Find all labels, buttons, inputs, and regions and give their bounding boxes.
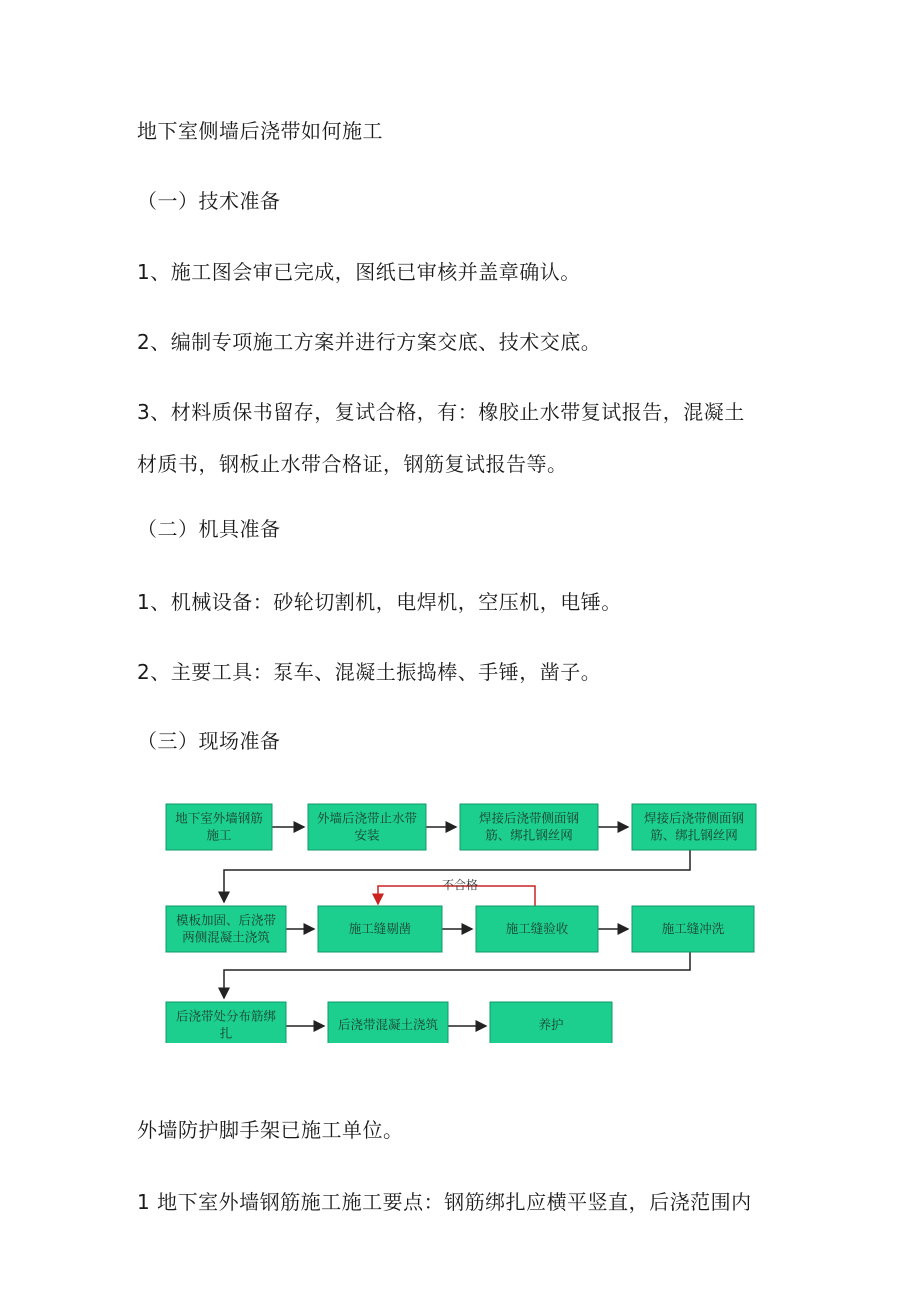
flow-box-label: 筋、绑扎钢丝网 xyxy=(485,827,573,843)
section-heading-tools: （二）机具准备 xyxy=(137,517,281,541)
flow-step-1-2 xyxy=(308,804,426,850)
flow-box-label: 筋、绑扎钢丝网 xyxy=(650,827,738,843)
flow-step-3-3 xyxy=(490,1002,612,1043)
flow-box-label: 模板加固、后浇带 xyxy=(175,912,277,928)
flow-step-2-4 xyxy=(632,906,754,952)
flow-arrow xyxy=(224,952,690,998)
flow-step-3-2 xyxy=(328,1002,448,1043)
list-item-continuation: 材质书，钢板止水带合格证，钢筋复试报告等。 xyxy=(137,452,568,476)
flow-box-label: 地下室外墙钢筋 xyxy=(175,810,263,826)
flow-box-label: 扎 xyxy=(219,1025,233,1041)
section-heading-site: （三）现场准备 xyxy=(137,729,281,753)
flow-box-label: 施工 xyxy=(206,827,232,843)
list-item: 2、主要工具：泵车、混凝土振捣棒、手锤，凿子。 xyxy=(137,660,602,684)
fail-label: 不合格 xyxy=(441,878,479,892)
flow-step-1-1 xyxy=(166,804,272,850)
flow-box-label: 后浇带混凝土浇筑 xyxy=(337,1017,439,1032)
doc-title: 地下室侧墙后浇带如何施工 xyxy=(137,119,383,143)
flow-box-label: 两侧混凝土浇筑 xyxy=(182,929,270,945)
paragraph: 1 地下室外墙钢筋施工施工要点：钢筋绑扎应横平竖直，后浇范围内 xyxy=(137,1190,752,1214)
flow-step-2-1 xyxy=(166,906,286,952)
flow-box-label: 施工缝验收 xyxy=(505,921,569,936)
flow-box-label: 施工缝剔凿 xyxy=(348,921,412,936)
list-item: 1、施工图会审已完成，图纸已审核并盖章确认。 xyxy=(137,260,581,284)
flow-connectors xyxy=(224,827,690,1026)
list-item: 1、机械设备：砂轮切割机，电焊机，空压机，电锤。 xyxy=(137,590,622,614)
flow-step-2-3 xyxy=(476,906,598,952)
flow-step-1-3 xyxy=(460,804,598,850)
flow-box-label: 养护 xyxy=(538,1017,564,1032)
flow-step-3-1 xyxy=(166,1002,286,1043)
flow-box-label: 外墙后浇带止水带 xyxy=(316,810,418,826)
flow-box-label: 后浇带处分布筋绑 xyxy=(175,1008,277,1024)
flow-step-1-4 xyxy=(632,804,756,850)
flow-step-2-2 xyxy=(318,906,442,952)
list-item: 3、材料质保书留存，复试合格，有：橡胶止水带复试报告，混凝土 xyxy=(137,400,745,424)
flow-arrow xyxy=(224,850,690,902)
flow-box-label: 施工缝冲洗 xyxy=(661,921,725,936)
paragraph: 外墙防护脚手架已施工单位。 xyxy=(137,1118,404,1142)
flow-box-label: 安装 xyxy=(354,827,380,843)
list-item: 2、编制专项施工方案并进行方案交底、技术交底。 xyxy=(137,330,602,354)
flow-box-label: 焊接后浇带侧面钢 xyxy=(643,810,745,826)
flow-box-label: 焊接后浇带侧面钢 xyxy=(478,810,580,826)
section-heading-tech: （一）技术准备 xyxy=(137,189,281,213)
flow-boxes xyxy=(166,804,756,1043)
process-flowchart xyxy=(160,798,760,1043)
